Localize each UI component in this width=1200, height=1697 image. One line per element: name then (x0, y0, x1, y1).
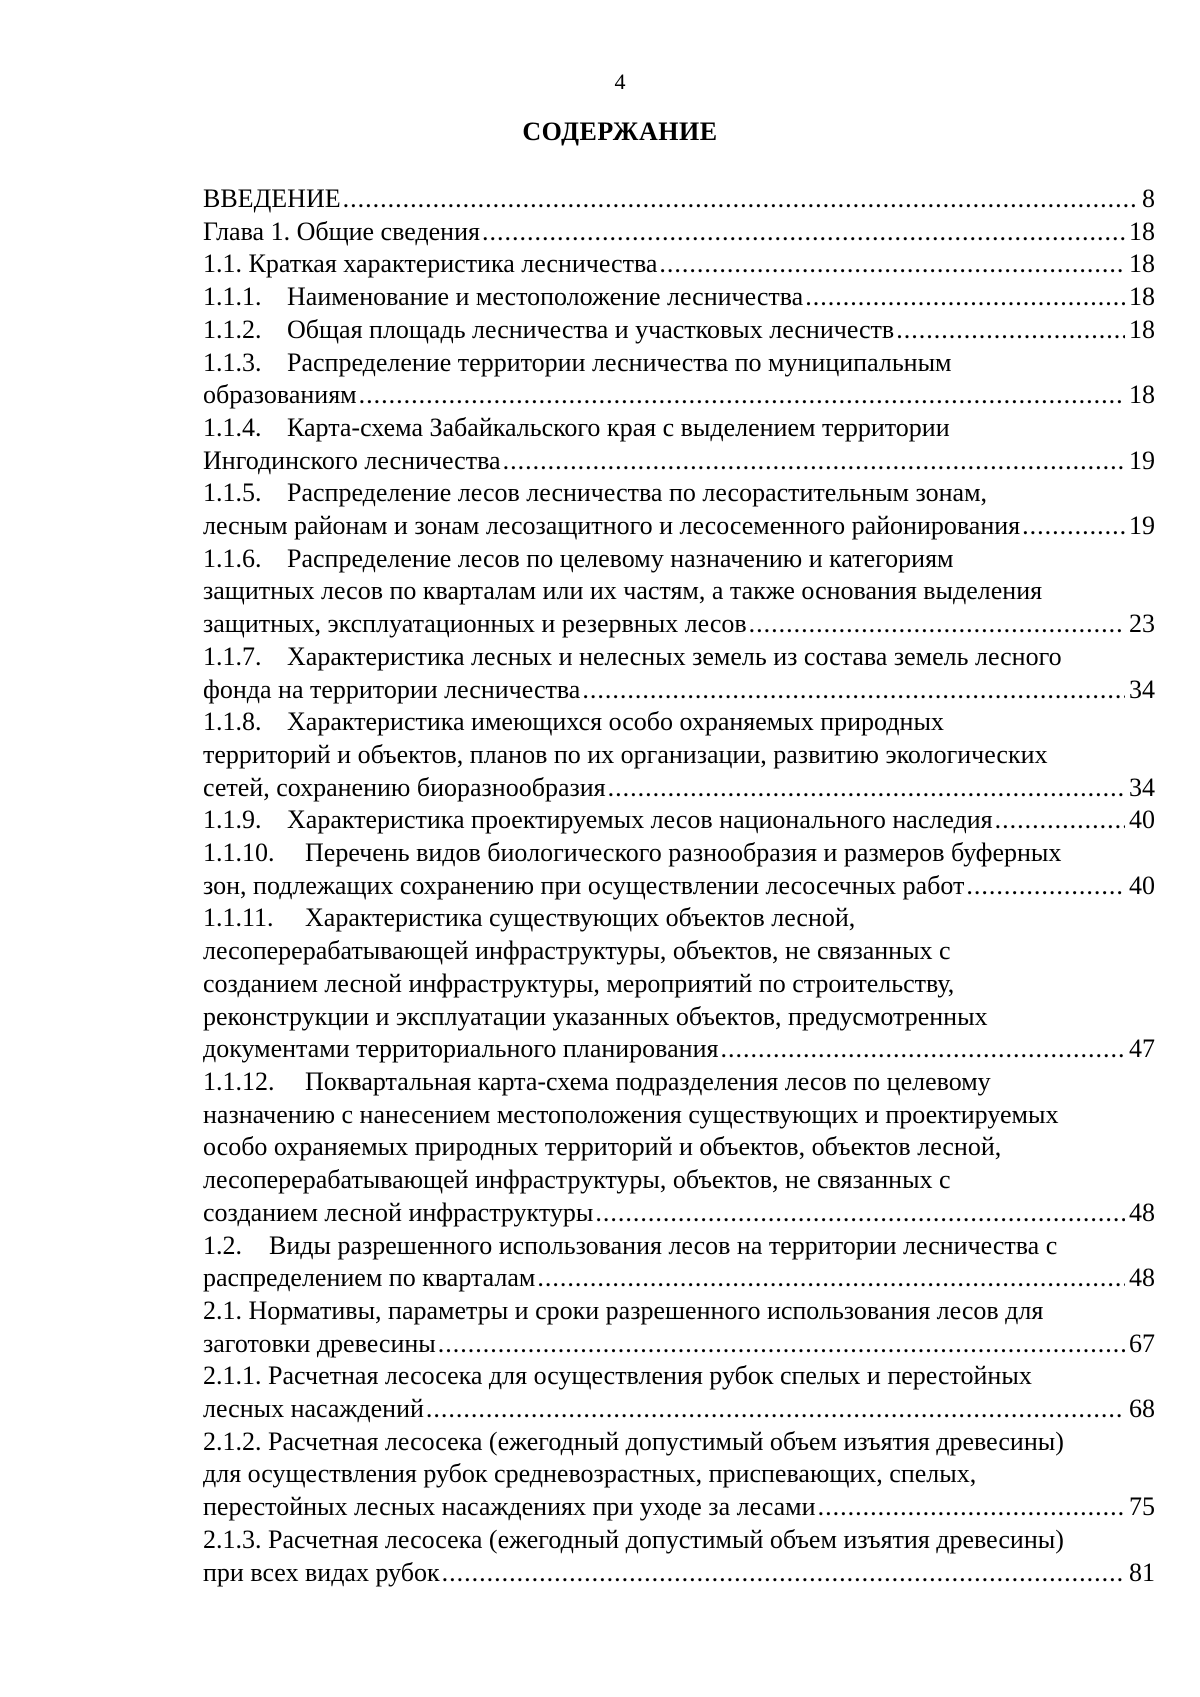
toc-entry-page: 81 (1129, 1557, 1155, 1587)
toc-entry[interactable] (203, 1360, 1155, 1425)
toc-entry-text: лесоперерабатывающей инфраструктуры, объектов, не связанных с (203, 936, 951, 966)
toc-entry-title: сетей, сохранению биоразнообразия (203, 772, 606, 802)
dot-leader (343, 183, 1138, 216)
toc-entry-number: 1.1.12. (203, 1066, 275, 1096)
toc-entry-page: 40 (1129, 870, 1155, 900)
toc-entry-line (203, 347, 1155, 380)
dot-leader (805, 281, 1125, 314)
toc-entry-text: для осуществления рубок средневозрастных, приспевающих, спелых, (203, 1459, 977, 1489)
toc-entry-page: 47 (1129, 1034, 1155, 1064)
toc-entry-number: 1.1.6. (203, 543, 262, 573)
toc-entry-line (203, 1295, 1155, 1328)
toc-entry-last-line (203, 281, 1155, 314)
toc-entry-text: территорий и объектов, планов по их организации, развитию экологических (203, 739, 1048, 769)
toc-entry-text (203, 216, 480, 249)
toc-entry-line (203, 1360, 1155, 1393)
toc-entry-title: Глава 1. Общие сведения (203, 216, 480, 246)
toc-title: СОДЕРЖАНИЕ (522, 117, 718, 146)
toc-entry-page: 18 (1129, 249, 1155, 279)
dot-leader (438, 1328, 1125, 1361)
toc-entry[interactable] (203, 1295, 1155, 1360)
toc-entry-page: 75 (1129, 1492, 1155, 1522)
toc-entry-number: 1.1.8. (203, 707, 262, 737)
toc-entry-line (203, 1230, 1155, 1263)
toc-entry[interactable] (203, 183, 1155, 216)
dot-leader (442, 1557, 1125, 1590)
page-number: 4 (614, 69, 626, 94)
toc-entry-number: 1.1.11. (203, 903, 274, 933)
toc-entry-page: 67 (1129, 1328, 1155, 1358)
dot-leader (818, 1491, 1125, 1524)
dot-leader (359, 379, 1125, 412)
toc-entry-last-line (203, 608, 1155, 641)
toc-entry-line (203, 968, 1155, 1001)
toc-entry-title: распределением по кварталам (203, 1263, 536, 1293)
toc-entry-text: защитных лесов по кварталам или их частям, а также основания выделения (203, 576, 1043, 606)
toc-entry-title: Общая площадь лесничества и участковых лесничеств (287, 314, 895, 344)
dot-leader (537, 1262, 1125, 1295)
toc-entry-text (203, 608, 747, 641)
toc-entry-text (203, 379, 357, 412)
toc-entry-title: зон, подлежащих сохранению при осуществлении лесосечных работ (203, 870, 965, 900)
toc-entry-title: лесных насаждений (203, 1394, 424, 1424)
toc-entry-title: защитных, эксплуатационных и резервных лесов (203, 609, 747, 639)
toc-entry-last-line (203, 248, 1155, 281)
toc-entry-page: 18 (1129, 216, 1155, 246)
toc-entry-number: 1.1.1. (203, 282, 262, 312)
toc-entry-page: 40 (1129, 805, 1155, 835)
toc-entry-title: Наименование и местоположение лесничества (287, 282, 804, 312)
toc-entry-text (203, 510, 1020, 543)
toc-entry-text: 2.1.2. Расчетная лесосека (ежегодный допустимый объем изъятия древесины) (203, 1426, 1064, 1456)
toc-entry-text: лесоперерабатывающей инфраструктуры, объектов, не связанных с (203, 1165, 951, 1195)
toc-entry-text: особо охраняемых природных территорий и объектов, объектов лесной, (203, 1132, 1002, 1162)
toc-entry-last-line (203, 314, 1155, 347)
toc-entry-last-line (203, 1557, 1155, 1590)
toc-entry-text: созданием лесной инфраструктуры, мероприятий по строительству, (203, 968, 955, 998)
toc-entry-text: Характеристика существующих объектов лесной, (305, 903, 856, 933)
toc-entry-line (203, 641, 1155, 674)
toc-entry-number: 1.1.2. (203, 314, 262, 344)
dot-leader (582, 674, 1125, 707)
toc-entry-page: 18 (1129, 282, 1155, 312)
toc-entry-text (203, 445, 501, 478)
toc-entry-page: 34 (1129, 772, 1155, 802)
toc-entry-title: ВВЕДЕНИЕ (203, 184, 341, 213)
dot-leader (426, 1393, 1125, 1426)
toc-entry-line (203, 1524, 1155, 1557)
toc-entry-line (203, 1131, 1155, 1164)
toc-entry-number: 1.1.7. (203, 641, 262, 671)
toc-entry-page: 18 (1129, 380, 1155, 410)
toc-entry-title: Характеристика проектируемых лесов национального наследия (287, 805, 993, 835)
toc-entry-title: документами территориального планирования (203, 1034, 719, 1064)
toc-entry-text (203, 1197, 593, 1230)
toc-entry-line (203, 1066, 1155, 1099)
toc-entry[interactable] (203, 412, 1155, 477)
toc-entry-last-line (203, 1393, 1155, 1426)
toc-entry[interactable] (203, 347, 1155, 412)
toc-entry[interactable] (203, 641, 1155, 706)
toc-entry-number: 1.1.3. (203, 347, 262, 377)
toc-entry-number: 1.1.9. (203, 805, 262, 835)
dot-leader (896, 314, 1125, 347)
toc-entry-number: 1.1.5. (203, 478, 262, 508)
toc-entry-text: Характеристика лесных и нелесных земель из состава земель лесного (287, 641, 1062, 671)
toc-entry-text: 2.1.1. Расчетная лесосека для осуществления рубок спелых и перестойных (203, 1361, 1032, 1391)
toc-entry-title: образованиям (203, 380, 357, 410)
toc-entry-page: 8 (1142, 184, 1155, 213)
toc-entry-page: 19 (1129, 445, 1155, 475)
toc-entry-text: Распределение лесов лесничества по лесорастительным зонам, (287, 478, 988, 508)
toc-entry-last-line (203, 1262, 1155, 1295)
toc-entry-last-line (203, 379, 1155, 412)
toc-entry-text (203, 1557, 440, 1590)
toc-entry-text: Поквартальная карта-схема подразделения лесов по целевому (305, 1066, 991, 1096)
toc-entry-text: 2.1.3. Расчетная лесосека (ежегодный допустимый объем изъятия древесины) (203, 1524, 1064, 1554)
toc-entry-title: заготовки древесины (203, 1328, 436, 1358)
toc-entry-page: 48 (1129, 1197, 1155, 1227)
toc-entry-last-line (203, 1197, 1155, 1230)
toc-entry-line (203, 706, 1155, 739)
toc-entry-line (203, 1164, 1155, 1197)
toc-entry[interactable] (203, 314, 1155, 347)
toc-entry-text: Характеристика имеющихся особо охраняемых природных (287, 707, 944, 737)
toc-entry-page: 18 (1129, 314, 1155, 344)
toc-entry-line (203, 1426, 1155, 1459)
dot-leader (966, 870, 1125, 903)
toc-entry-title: перестойных лесных насаждениях при уходе за лесами (203, 1492, 816, 1522)
dot-leader (720, 1033, 1125, 1066)
toc-entry-text (203, 183, 341, 216)
toc-entry-line (203, 1099, 1155, 1132)
toc-entry-text: Виды разрешенного использования лесов на территории лесничества с (269, 1230, 1058, 1260)
toc-entry[interactable] (203, 804, 1155, 837)
toc-entry[interactable] (203, 543, 1155, 641)
toc-entry-last-line (203, 1491, 1155, 1524)
toc-entry-line (203, 1001, 1155, 1034)
toc-entry[interactable] (203, 1066, 1155, 1230)
toc-entry-text (203, 1328, 436, 1361)
toc-entry-page: 23 (1129, 609, 1155, 639)
dot-leader (482, 216, 1125, 249)
toc-entry-text (203, 248, 657, 281)
dot-leader (503, 445, 1125, 478)
toc-entry-text (203, 804, 993, 837)
toc-entry-title: фонда на территории лесничества (203, 674, 581, 704)
toc-entry-text (203, 1393, 424, 1426)
toc-entry-text: Карта-схема Забайкальского края с выделением территории (287, 412, 950, 442)
toc-entry-last-line (203, 183, 1155, 216)
toc-entry-title: 1.1. Краткая характеристика лесничества (203, 249, 658, 279)
toc-entry-number: 1.1.10. (203, 838, 275, 868)
toc-entry-last-line (203, 445, 1155, 478)
toc-entry-text (203, 772, 606, 805)
toc-entry-text: 2.1. Нормативы, параметры и сроки разрешенного использования лесов для (203, 1295, 1044, 1325)
toc-entry-title: при всех видах рубок (203, 1557, 440, 1587)
toc-entry[interactable] (203, 477, 1155, 542)
toc-entry-line (203, 902, 1155, 935)
toc-entry[interactable] (203, 1524, 1155, 1589)
dot-leader (608, 772, 1125, 805)
toc-entry[interactable] (203, 837, 1155, 902)
toc-entry-text (203, 314, 894, 347)
toc-entry-text: Перечень видов биологического разнообразия и размеров буферных (305, 838, 1062, 868)
toc-entry-line (203, 1458, 1155, 1491)
toc-entry-line (203, 575, 1155, 608)
dot-leader (995, 804, 1125, 837)
toc-entry-text: назначению с нанесением местоположения существующих и проектируемых (203, 1099, 1059, 1129)
dot-leader (659, 248, 1125, 281)
toc-entry-page: 34 (1129, 674, 1155, 704)
toc-entry-page: 19 (1129, 511, 1155, 541)
table-of-contents (203, 183, 1155, 1589)
toc-entry-number: 1.2. (203, 1230, 242, 1260)
toc-entry[interactable] (203, 248, 1155, 281)
toc-entry[interactable] (203, 1230, 1155, 1295)
toc-entry-text (203, 1262, 535, 1295)
toc-entry-line (203, 543, 1155, 576)
toc-entry-text: Распределение территории лесничества по муниципальным (287, 347, 952, 377)
toc-entry-last-line (203, 216, 1155, 249)
toc-entry-text: Распределение лесов по целевому назначению и категориям (287, 543, 954, 573)
toc-entry-text (203, 870, 964, 903)
toc-entry-text: реконструкции и эксплуатации указанных объектов, предусмотренных (203, 1001, 988, 1031)
toc-entry-line (203, 837, 1155, 870)
toc-entry-page: 68 (1129, 1394, 1155, 1424)
toc-entry[interactable] (203, 281, 1155, 314)
toc-entry-title: лесным районам и зонам лесозащитного и лесосеменного районирования (203, 511, 1021, 541)
toc-entry[interactable] (203, 902, 1155, 1066)
toc-entry-text (203, 674, 580, 707)
toc-entry[interactable] (203, 1426, 1155, 1524)
toc-entry-title: Ингодинского лесничества (203, 445, 501, 475)
toc-entry-text (203, 281, 803, 314)
toc-entry-last-line (203, 804, 1155, 837)
toc-entry-line (203, 477, 1155, 510)
toc-entry-last-line (203, 1033, 1155, 1066)
dot-leader (595, 1197, 1125, 1230)
toc-entry[interactable] (203, 706, 1155, 804)
toc-entry-line (203, 739, 1155, 772)
toc-entry-line (203, 412, 1155, 445)
toc-entry-text (203, 1033, 718, 1066)
toc-entry-number: 1.1.4. (203, 412, 262, 442)
toc-entry-line (203, 935, 1155, 968)
dot-leader (1022, 510, 1125, 543)
toc-entry[interactable] (203, 216, 1155, 249)
toc-entry-last-line (203, 510, 1155, 543)
toc-entry-last-line (203, 772, 1155, 805)
dot-leader (749, 608, 1125, 641)
toc-entry-text (203, 1491, 816, 1524)
toc-entry-last-line (203, 1328, 1155, 1361)
toc-entry-title: созданием лесной инфраструктуры (203, 1197, 594, 1227)
toc-entry-page: 48 (1129, 1263, 1155, 1293)
toc-entry-last-line (203, 870, 1155, 903)
toc-entry-last-line (203, 674, 1155, 707)
